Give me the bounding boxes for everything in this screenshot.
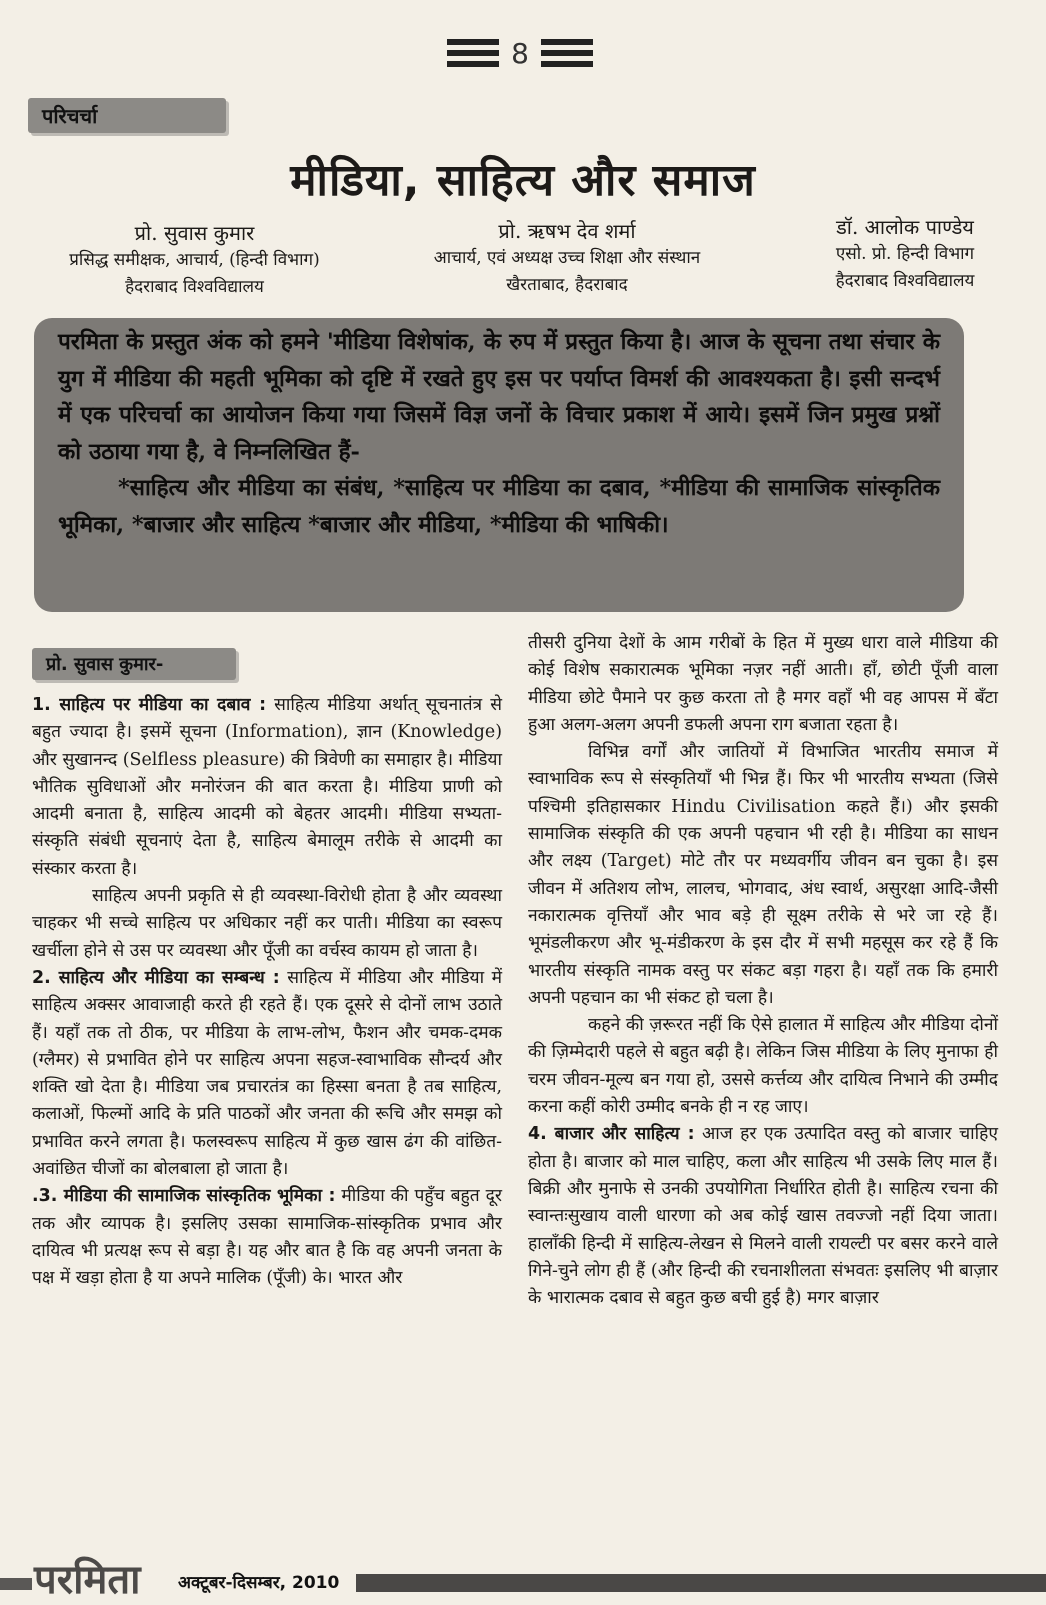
section-label: परिचर्चा xyxy=(28,98,226,133)
author-affiliation: आचार्य, एवं अध्यक्ष उच्च शिक्षा और संस्थान xyxy=(433,248,701,268)
author-affiliation: एसो. प्रो. हिन्दी विभाग xyxy=(835,244,975,264)
intro-box xyxy=(34,318,964,612)
page-number xyxy=(420,18,620,88)
paragraph: विभिन्न वर्गों और जातियों में विभाजित भारतीय समाज में स्वाभाविक रूप से संस्कृतियाँ भी भिन्न हैं। फिर भी भारतीय सभ्यता (जिसे पश्चिमी इतिहासकार Hindu Civilisation कहते हैं।) और इसकी सामाजिक संस्कृति की एक अपनी पहचान भी रही है। मीडिया का साधन और लक्ष्य (Target) मोटे तौर पर मध्यवर्गीय जीवन बन चुका है। इस जीवन में अतिशय लोभ, लालच, भोगवाद, अंध स्वार्थ, असुरक्षा आदि-जैसी नकारात्मक वृत्तियाँ और भाव बड़े ही सूक्ष्म तरीके से भरे जा रहे हैं। भूमंडलीकरण और भू-मंडीकरण के इस दौर में सभी महसूस कर रहे हैं कि भारतीय संस्कृति नामक वस्तु पर संकट बड़ा गहरा है। यहाँ तक कि हमारी अपनी पहचान का भी संकट हो चला है। xyxy=(528,742,998,1008)
footer-rule-right xyxy=(356,1574,1046,1592)
section-text: साहित्य मीडिया अर्थात् सूचनातंत्र से बहुत ज्यादा है। इसमें सूचना (Information), ज्ञान (Knowledge) और सुखानन्द (Selfless pleasure) की त्रिवेणी का समाहार है। मीडिया भौतिक सुविधाओं और मनोरंजन की बात करता है। मीडिया प्राणी को आदमी बनाता है, साहित्य आदमी को बेहतर आदमी। मीडिया सभ्यता-संस्कृति संबंधी सूचनाएं देता है, साहित्य बेमालूम तरीके से आदमी का संस्कार करता है। xyxy=(32,695,502,879)
author-institution: हैदराबाद विश्वविद्यालय xyxy=(835,271,975,291)
section-3 xyxy=(32,1183,502,1292)
section-1 xyxy=(32,692,502,883)
magazine-logo: परमिता xyxy=(34,1557,141,1603)
section-text: आज हर एक उत्पादित वस्तु को बाजार चाहिए होता है। बाजार को माल चाहिए, कला और साहित्य भी उसके लिए माल हैं। बिक्री और मुनाफे से उनकी उपयोगिता निर्धारित होती है। साहित्य रचना की स्वान्तःसुखाय वाली धारणा को अब कोई खास तवज्जो नहीं दिया जाता। हालाँकी हिन्दी में साहित्य-लेखन से मिलने वाली रायल्टी पर बसर करने वाले गिने-चुने लोग ही हैं (और हिन्दी की रचनाशीलता संभवतः इसलिए भी बाज़ार के भारात्मक दबाव से बहुत कुछ बची हुई है) मगर बाज़ार xyxy=(528,1124,998,1309)
right-column xyxy=(528,630,998,1312)
section-heading: 1. साहित्य पर मीडिया का दबाव : xyxy=(32,695,267,715)
author-name: डॉ. आलोक पाण्डेय xyxy=(836,215,974,239)
paragraph: साहित्य अपनी प्रकृति से ही व्यवस्था-विरोधी होता है और व्यवस्था चाहकर भी सच्चे साहित्य पर अधिकार नहीं कर पाती। मीडिया का स्वरूप खर्चीला होने से उस पर व्यवस्था और पूँजी का वर्चस्व कायम हो जाता है। xyxy=(32,886,502,961)
paragraph: कहने की ज़रूरत नहीं कि ऐसे हालात में साहित्य और मीडिया दोनों की ज़िम्मेदारी पहले से बहुत बढ़ी है। लेकिन जिस मीडिया के लिए मुनाफा ही चरम जीवन-मूल्य बन गया हो, उससे कर्त्तव्य और दायित्व निभाने की उम्मीद करना कहीं कोरी उम्मीद बनके ही न रह जाए। xyxy=(528,1015,998,1118)
author-1 xyxy=(22,220,367,301)
issue-date: अक्टूबर-दिसम्बर, 2010 xyxy=(178,1573,340,1593)
page-footer xyxy=(0,1548,1046,1603)
intro-paragraph: परमिता के प्रस्तुत अंक को हमने 'मीडिया विशेषांक, के रुप में प्रस्तुत किया है। आज के सूचना तथा संचार के युग में मीडिया की महती भूमिका को दृष्टि में रखते हुए इस पर पर्याप्त विमर्श की आवश्यकता है। इसी सन्दर्भ में एक परिचर्चा का आयोजन किया गया जिसमें विज्ञ जनों के विचार प्रकाश में आये। इसमें जिन प्रमुख प्रश्नों को उठाया गया है, वे निम्नलिखित हैं- xyxy=(58,329,940,465)
left-column xyxy=(32,692,502,1293)
author-institution: हैदराबाद विश्वविद्यालय xyxy=(125,277,264,297)
author-name: प्रो. सुवास कुमार xyxy=(134,221,255,245)
author-affiliation: प्रसिद्ध समीक्षक, आचार्य, (हिन्दी विभाग) xyxy=(69,250,320,270)
section-heading: .3. मीडिया की सामाजिक सांस्कृतिक भूमिका : xyxy=(32,1186,336,1207)
paragraph: तीसरी दुनिया देशों के आम गरीबों के हित में मुख्य धारा वाले मीडिया की कोई विशेष सकारात्मक भूमिका नज़र नहीं आती। हाँ, छोटी पूँजी वाला मीडिया छोटे पैमाने पर कुछ करता तो है मगर वहाँ भी वह आपस में बँटा हुआ अलग-अलग अपनी डफली अपना राग बजाता रहता है। xyxy=(528,633,998,735)
section-2 xyxy=(32,965,502,1183)
author-institution: खैरताबाद, हैदराबाद xyxy=(506,275,628,295)
author-name: प्रो. ऋषभ देव शर्मा xyxy=(498,219,636,243)
section-4 xyxy=(528,1121,998,1312)
section-heading: 2. साहित्य और मीडिया का सम्बन्ध : xyxy=(32,967,280,988)
right-ornament xyxy=(541,33,593,73)
speaker-label: प्रो. सुवास कुमार- xyxy=(32,648,236,680)
author-3 xyxy=(790,214,1020,295)
section-text: साहित्य में मीडिया और मीडिया में साहित्य अक्सर आवाजाही करते ही रहते हैं। एक दूसरे से दोनों लाभ उठाते हैं। यहाँ तक तो ठीक, पर मीडिया के लाभ-लोभ, फैशन और चमक-दमक (ग्लैमर) से प्रभावित होने पर साहित्य अपना सहज-स्वाभाविक सौन्दर्य और शक्ति खो देता है। मीडिया जब प्रचारतंत्र का हिस्सा बनता है तब साहित्य, कलाओं, फिल्मों आदि के प्रति पाठकों और जनता की रूचि और समझ को प्रभावित करने लगता है। फलस्वरूप साहित्य में कुछ खास ढंग की वांछित-अवांछित चीजों का बोलबाला हो जाता है। xyxy=(32,967,502,1180)
author-2 xyxy=(372,218,762,299)
section-text: मीडिया की पहुँच बहुत दूर तक और व्यापक है। इसलिए उसका सामाजिक-सांस्कृतिक प्रभाव और दायित्व भी प्रत्यक्ष रूप से बड़ा है। यह और बात है कि वह अपनी जनता के पक्ष में खड़ा होता है या अपने मालिक (पूँजी) के। भारत और xyxy=(32,1186,502,1289)
page-number-text: 8 xyxy=(511,36,529,70)
footer-rule-left xyxy=(0,1578,32,1590)
section-heading: 4. बाजार और साहित्य : xyxy=(528,1124,695,1145)
article-title: मीडिया, साहित्य और समाज xyxy=(290,155,756,206)
left-ornament xyxy=(447,33,499,73)
intro-topics: *साहित्य और मीडिया का संबंध, *साहित्य पर मीडिया का दबाव, *मीडिया की सामाजिक सांस्कृतिक भूमिका, *बाजार और साहित्य *बाजार और मीडिया, *मीडिया की भाषिकी। xyxy=(58,475,940,538)
